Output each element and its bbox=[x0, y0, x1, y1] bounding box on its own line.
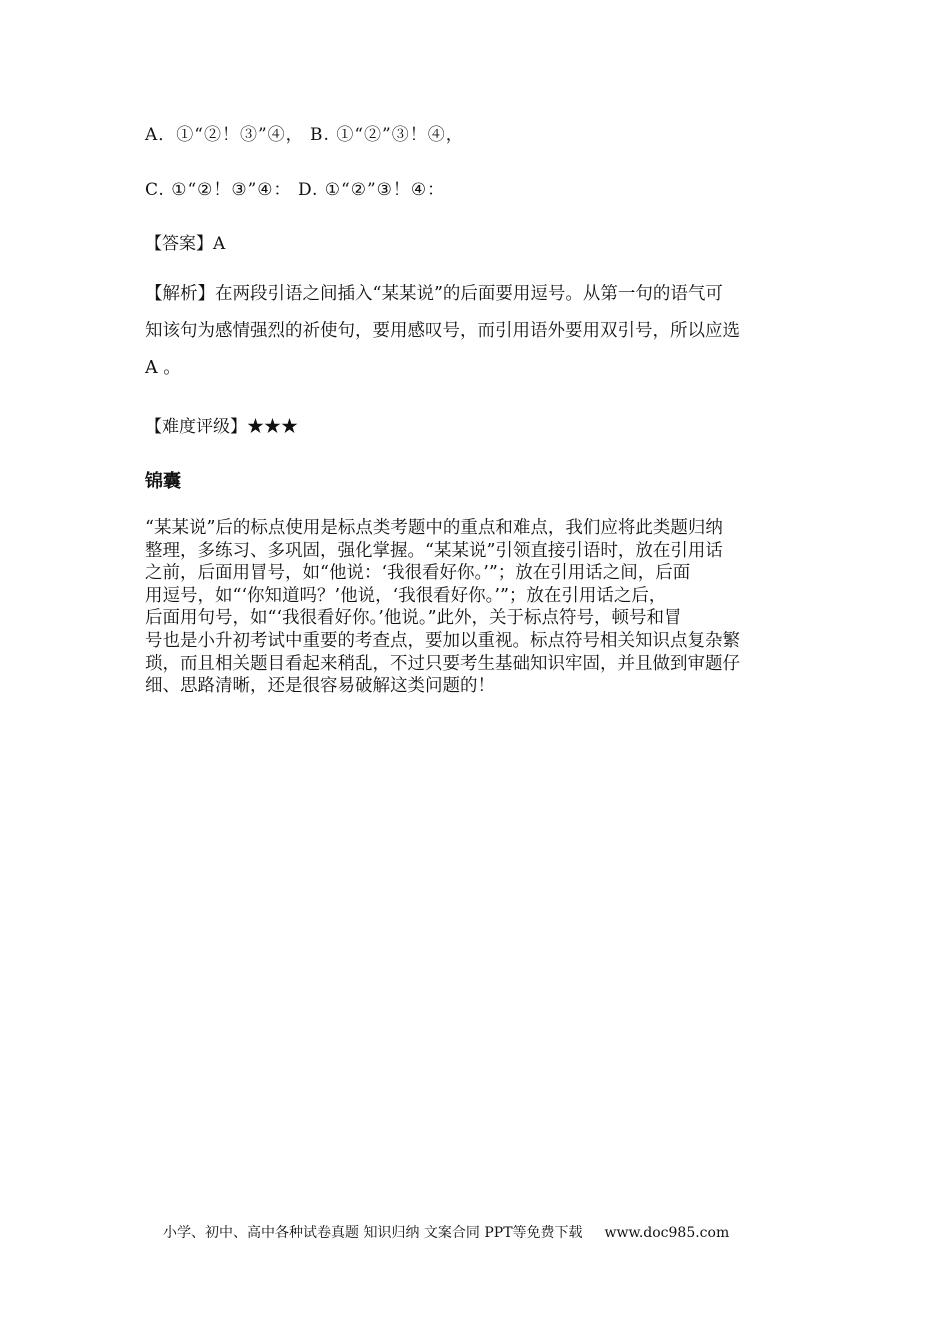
answer-line: 【答案】A bbox=[145, 234, 226, 254]
footer-url[interactable]: www.doc985.com bbox=[604, 1225, 730, 1241]
tips-line: 后面用句号，如“‘我很看好你。’他说。”此外，关于标点符号，顿号和冒 bbox=[145, 608, 682, 629]
page-footer bbox=[163, 1222, 729, 1242]
tips-line: 号也是小升初考试中重要的考查点，要加以重视。标点符号相关知识点复杂繁 bbox=[145, 630, 740, 651]
tips-line: 之前，后面用冒号，如“他说：‘我很看好你。’”；放在引用话之间，后面 bbox=[145, 563, 691, 584]
tips-line: “某某说”后的标点使用是标点类考题中的重点和难点，我们应将此类题归纳 bbox=[145, 518, 723, 538]
tips-line: 琐，而且相关题目看起来稍乱，不过只要考生基础知识牢固，并且做到审题仔 bbox=[145, 653, 740, 674]
analysis-line-2: 知该句为感情强烈的祈使句，要用感叹号，而引用语外要用双引号，所以应选 bbox=[145, 321, 740, 341]
tips-line: 细、思路清晰，还是很容易破解这类问题的！ bbox=[145, 676, 495, 697]
tips-title: 锦囊 bbox=[145, 471, 181, 492]
difficulty-line: 【难度评级】★★★ bbox=[145, 417, 298, 437]
analysis-line-3: A 。 bbox=[145, 358, 181, 378]
options-line-1: A．①“②！③”④， B. ①“②”③！④， bbox=[145, 125, 464, 145]
tips-body bbox=[145, 517, 815, 698]
tips-line: 整理，多练习、多巩固，强化掌握。“某某说”引领直接引语时，放在引用话 bbox=[145, 540, 723, 561]
tips-line: 用逗号，如“‘你知道吗？’他说，‘我很看好你。’”；放在引用话之后， bbox=[145, 585, 667, 606]
analysis-line-1: 【解析】在两段引语之间插入“某某说”的后面要用逗号。从第一句的语气可 bbox=[145, 284, 723, 304]
analysis-block bbox=[145, 276, 825, 387]
footer-text: 小学、初中、高中各种试卷真题 知识归纳 文案合同 PPT等免费下载 bbox=[163, 1225, 583, 1241]
options-line-2: C. ①“②！③”④： D. ①“②”③！④： bbox=[145, 180, 446, 200]
